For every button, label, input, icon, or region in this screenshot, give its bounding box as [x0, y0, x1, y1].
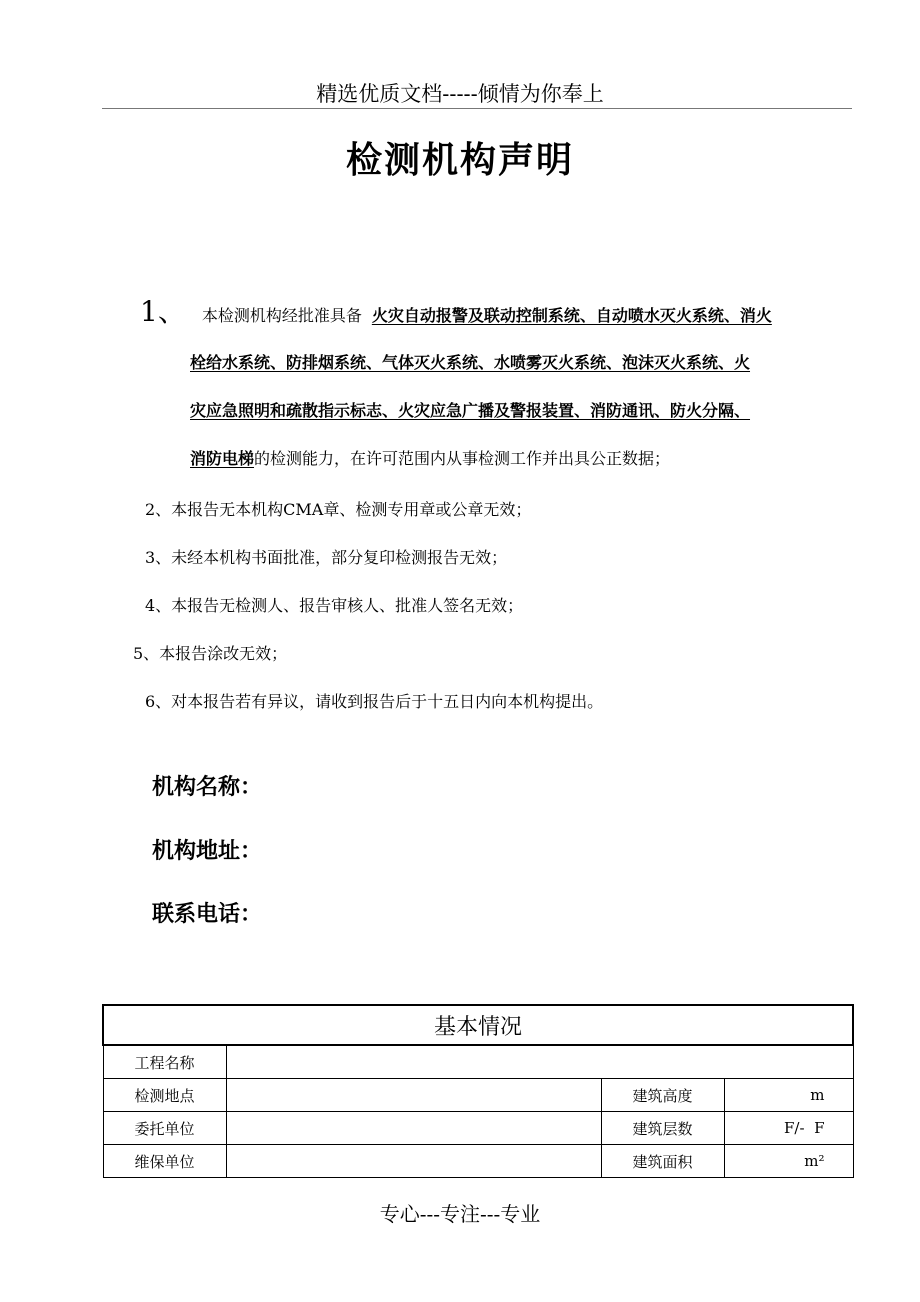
declaration-item-4: 4、本报告无检测人、报告审核人、批准人签名无效；: [145, 596, 524, 615]
org-address-label: 机构地址：: [152, 839, 263, 864]
building-area-unit: m²: [724, 1145, 853, 1178]
client-label: 委托单位: [103, 1112, 226, 1145]
declaration-item-3: 3、未经本机构书面批准，部分复印检测报告无效；: [145, 548, 508, 567]
item-1-line-4: [190, 446, 670, 469]
table-row: [103, 1112, 853, 1145]
table-row: [103, 1045, 853, 1079]
table-row: [103, 1145, 853, 1178]
declaration-item-2: 2、本报告无本机构CMA章、检测专用章或公章无效；: [145, 500, 532, 519]
header-divider: [102, 108, 852, 109]
item-1-line-2: [190, 350, 750, 373]
item-1-line-1: [140, 290, 772, 330]
test-location-label: 检测地点: [103, 1079, 226, 1112]
test-location-value: [226, 1079, 601, 1112]
item-1-tail: 的检测能力，在许可范围内从事检测工作并出具公正数据；: [254, 449, 671, 468]
item-1-number: 1、: [140, 295, 186, 328]
basic-info-table: [102, 1004, 854, 1178]
page-title: 检测机构声明: [345, 140, 574, 181]
item-1-scope-line-1: 火灾自动报警及联动控制系统、自动喷水灭火系统、消火: [371, 306, 772, 325]
building-area-label: 建筑面积: [601, 1145, 724, 1178]
basic-info-heading: 基本情况: [103, 1005, 853, 1045]
maintenance-value: [226, 1145, 601, 1178]
maintenance-label: 维保单位: [103, 1145, 226, 1178]
item-1-intro: 本检测机构经批准具备: [201, 306, 362, 325]
building-height-unit: m: [724, 1079, 853, 1112]
building-floors-unit: F/- F: [724, 1112, 853, 1145]
item-1-line-3: [190, 398, 750, 421]
org-name-label: 机构名称：: [152, 775, 263, 800]
item-1-scope-line-3: 灾应急照明和疏散指示标志、火灾应急广播及警报装置、消防通讯、防火分隔、: [190, 401, 751, 420]
table-row: [103, 1079, 853, 1112]
item-1-scope-line-4: 消防电梯: [190, 449, 255, 468]
item-1-scope-line-2: 栓给水系统、防排烟系统、气体灭火系统、水喷雾灭火系统、泡沫灭火系统、火: [190, 353, 751, 372]
declaration-item-6: 6、对本报告若有异议，请收到报告后于十五日内向本机构提出。: [145, 692, 604, 711]
building-floors-label: 建筑层数: [601, 1112, 724, 1145]
building-height-label: 建筑高度: [601, 1079, 724, 1112]
project-name-value: [226, 1045, 853, 1079]
org-phone-label: 联系电话：: [152, 902, 263, 927]
client-value: [226, 1112, 601, 1145]
page-footer: 专心---专注---专业: [379, 1202, 541, 1226]
page-header: 精选优质文档-----倾情为你奉上: [316, 82, 604, 106]
declaration-item-5: 5、本报告涂改无效；: [133, 644, 288, 663]
project-name-label: 工程名称: [103, 1045, 226, 1079]
